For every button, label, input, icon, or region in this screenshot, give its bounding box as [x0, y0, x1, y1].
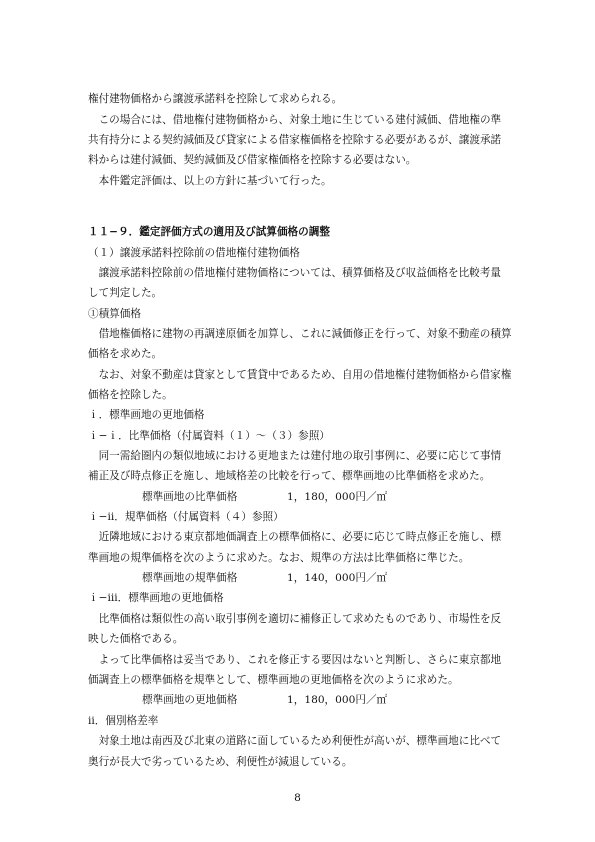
paragraph-line: 比準価格は類似性の高い取引事例を適切に補修正して求めたものであり、市場性を反: [88, 613, 502, 625]
paragraph-line: 共有持分による契約減価及び貸家による借家権価格を控除する必要があるが、譲渡承諾: [88, 134, 502, 146]
price-value: 1，180，000円／㎡: [287, 491, 388, 503]
item-heading: ｉ−iii．標準画地の更地価格: [88, 592, 224, 604]
paragraph-line: 同一需給圏内の類似地域における更地または建付地の取引事例に、必要に応じて事情: [88, 450, 502, 462]
paragraph-line: 奥行が長大で劣っているため、利便性が減退している。: [88, 756, 353, 768]
paragraph-line: 近隣地域における東京都地価調査上の標準価格に、必要に応じて時点修正を施し、標: [88, 531, 502, 543]
section-heading: １１−９．鑑定評価方式の適用及び試算価格の調整: [88, 226, 330, 238]
paragraph-line: 映した価格である。: [88, 633, 184, 645]
paragraph-line: 料からは建付減価、契約減価及び借家権価格を控除する必要はない。: [88, 154, 417, 166]
price-label: 標準画地の比準価格: [142, 491, 238, 503]
paragraph-line: 価調査上の標準価格を規準として、標準画地の更地価格を次のように求めた。: [88, 674, 459, 686]
paragraph-line: 対象土地は南西及び北東の道路に面しているため利便性が高いが、標準画地に比べて: [88, 735, 502, 747]
paragraph-line: 準画地の規準価格を次のように求めた。なお、規準の方法は比準価格に準じた。: [88, 552, 470, 564]
item-heading: ｉ−ｉ．比準価格（付属資料（１）〜（３）参照）: [88, 430, 330, 442]
item-heading: ｉ．標準画地の更地価格: [88, 409, 205, 421]
item-heading: ①積算価格: [88, 308, 141, 320]
paragraph-line: 補正及び時点修正を施し、地域格差の比較を行って、標準画地の比準価格を求めた。: [88, 470, 491, 482]
paragraph-line: 権付建物価格から譲渡承諾料を控除して求められる。: [88, 93, 343, 105]
price-value: 1，140，000円／㎡: [287, 572, 388, 584]
paragraph-line: 譲渡承諾料控除前の借地権付建物価格については、積算価格及び収益価格を比較考量: [88, 267, 501, 279]
paragraph-line: 借地権価格に建物の再調達原価を加算し、これに減価修正を行って、対象不動産の積算: [88, 328, 512, 340]
paragraph-line: 本件鑑定評価は、以上の方針に基づいて行った。: [88, 175, 332, 187]
paragraph-line: して判定した。: [88, 287, 163, 299]
item-heading: ii．個別格差率: [88, 715, 159, 727]
paragraph-line: 価格を求めた。: [88, 348, 163, 360]
paragraph-line: よって比準価格は妥当であり、これを修正する要因はないと判断し、さらに東京都地: [88, 654, 502, 666]
page-number: 8: [294, 792, 301, 804]
item-heading: ｉ−ii．規準価格（付属資料（４）参照）: [88, 511, 284, 523]
subsection-heading: （１）譲渡承諾料控除前の借地権付建物価格: [88, 247, 300, 259]
price-label: 標準画地の規準価格: [142, 572, 238, 584]
paragraph-line: この場合には、借地権付建物価格から、対象土地に生じている建付減価、借地権の準: [88, 114, 502, 126]
paragraph-line: 価格を控除した。: [88, 389, 173, 401]
price-value: 1，180，000円／㎡: [287, 694, 388, 706]
price-label: 標準画地の更地価格: [142, 694, 238, 706]
paragraph-line: なお、対象不動産は貸家として賃貸中であるため、自用の借地権付建物価格から借家権: [88, 369, 512, 381]
